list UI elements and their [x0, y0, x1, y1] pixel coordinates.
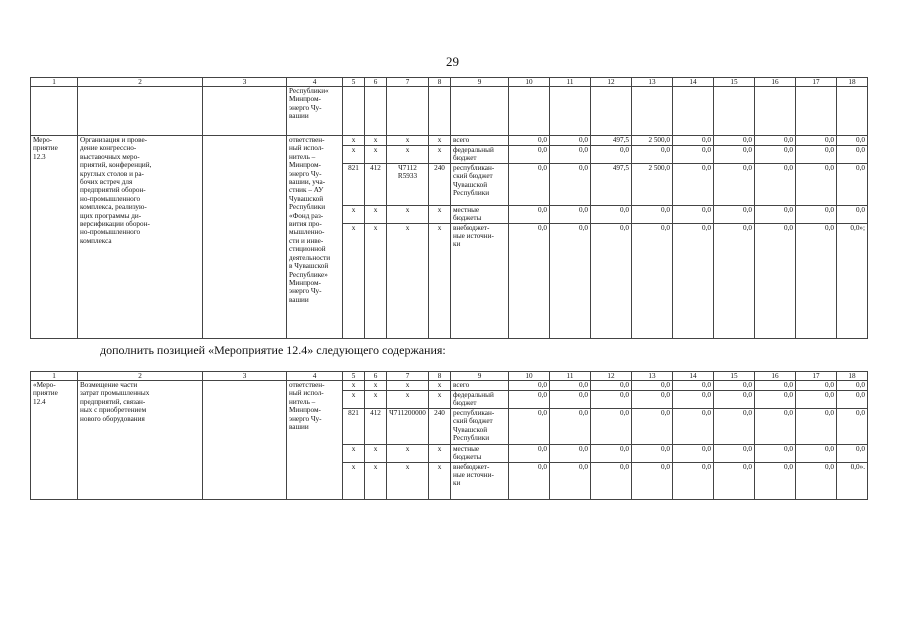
- header-col-12: 12: [591, 78, 632, 87]
- col-5-cell: x: [343, 223, 365, 338]
- value-cell: 0,0: [591, 223, 632, 338]
- value-cell: 0,0: [550, 391, 591, 409]
- empty-cell: [429, 87, 451, 136]
- page-number: 29: [446, 54, 459, 69]
- header-col-16: 16: [755, 372, 796, 381]
- header-col-9: 9: [451, 78, 509, 87]
- value-cell: 0,0: [509, 444, 550, 462]
- col-5-cell: 821: [343, 163, 365, 205]
- value-cell: 0,0: [755, 391, 796, 409]
- col-6-cell: x: [365, 462, 387, 499]
- value-cell: 0,0: [550, 163, 591, 205]
- value-cell: 0,0: [714, 136, 755, 146]
- event-description: Организация и прове- дение конгрессно- выставочных меро- приятий, конференций, круглых столов и ра- бочих встреч для предприятий оборон- но-промышленного комплекса, реализую- щих программы ди- версификации оборон- но-промышленного комплекса: [78, 136, 203, 339]
- value-cell: 0,0: [796, 462, 837, 499]
- value-cell: 0,0: [755, 146, 796, 164]
- value-cell: 0,0: [837, 205, 868, 223]
- col-7-cell: x: [387, 462, 429, 499]
- col-8-cell: x: [429, 444, 451, 462]
- funding-source: всего: [451, 136, 509, 146]
- value-cell: 0,0: [550, 146, 591, 164]
- value-cell: 0,0: [550, 381, 591, 391]
- header-col-6: 6: [365, 78, 387, 87]
- value-cell: 0,0: [509, 223, 550, 338]
- table-measure-12-4: [30, 371, 868, 500]
- header-row: [31, 78, 868, 87]
- col-5-cell: x: [343, 462, 365, 499]
- empty-cell: [550, 87, 591, 136]
- value-cell: 0,0: [591, 381, 632, 391]
- value-cell: 0,0: [632, 391, 673, 409]
- header-col-1: 1: [31, 78, 78, 87]
- value-cell: 0,0: [550, 408, 591, 444]
- col-6-cell: x: [365, 146, 387, 164]
- funding-source: республикан- ский бюджет Чувашской Республики: [451, 163, 509, 205]
- table-measure-12-3: [30, 77, 868, 339]
- header-col-2: 2: [78, 78, 203, 87]
- funding-source: внебюджет- ные источни- ки: [451, 223, 509, 338]
- value-cell: 0,0: [673, 223, 714, 338]
- col-6-cell: x: [365, 444, 387, 462]
- col-6-cell: x: [365, 381, 387, 391]
- value-cell: 0,0: [632, 444, 673, 462]
- col-6-cell: x: [365, 223, 387, 338]
- table-row: [31, 381, 868, 391]
- value-cell: 0,0: [796, 391, 837, 409]
- col-5-cell: x: [343, 205, 365, 223]
- col-5-cell: x: [343, 136, 365, 146]
- value-cell: 0,0: [837, 408, 868, 444]
- empty-cell: [591, 87, 632, 136]
- value-cell: 0,0: [509, 462, 550, 499]
- header-col-4: 4: [287, 78, 343, 87]
- value-cell: 0,0: [509, 146, 550, 164]
- value-cell: 0,0: [755, 462, 796, 499]
- value-cell: 0,0: [632, 146, 673, 164]
- col-7-cell: x: [387, 205, 429, 223]
- col-7-cell: x: [387, 444, 429, 462]
- value-cell: 0,0: [673, 136, 714, 146]
- value-cell: 0,0: [632, 223, 673, 338]
- empty-cell: [509, 87, 550, 136]
- value-cell: 0,0: [509, 163, 550, 205]
- value-cell: 0,0: [550, 136, 591, 146]
- header-col-5: 5: [343, 78, 365, 87]
- col-8-cell: x: [429, 223, 451, 338]
- value-cell: 0,0: [837, 444, 868, 462]
- empty-cell: [203, 136, 287, 339]
- header-col-6: 6: [365, 372, 387, 381]
- value-cell: 0,0»;: [837, 223, 868, 338]
- value-cell: 0,0: [714, 462, 755, 499]
- col-6-cell: 412: [365, 163, 387, 205]
- col-8-cell: x: [429, 391, 451, 409]
- value-cell: 0,0: [673, 408, 714, 444]
- empty-cell: [203, 381, 287, 500]
- header-col-1: 1: [31, 372, 78, 381]
- event-code: Меро- приятие 12.3: [31, 136, 78, 339]
- value-cell: 0,0: [714, 444, 755, 462]
- value-cell: 0,0: [550, 444, 591, 462]
- header-col-16: 16: [755, 78, 796, 87]
- amendment-text: дополнить позицией «Мероприятие 12.4» следующего содержания:: [100, 343, 446, 357]
- header-col-3: 3: [203, 78, 287, 87]
- header-col-7: 7: [387, 372, 429, 381]
- empty-cell: [78, 87, 203, 136]
- value-cell: 0,0: [714, 163, 755, 205]
- empty-cell: [387, 87, 429, 136]
- value-cell: 0,0: [673, 462, 714, 499]
- header-col-18: 18: [837, 372, 868, 381]
- empty-cell: [31, 87, 78, 136]
- value-cell: 0,0: [796, 146, 837, 164]
- value-cell: 0,0: [755, 205, 796, 223]
- value-cell: 0,0: [796, 381, 837, 391]
- event-code: «Меро- приятие 12.4: [31, 381, 78, 500]
- value-cell: 0,0: [755, 136, 796, 146]
- value-cell: 0,0: [632, 462, 673, 499]
- header-col-4: 4: [287, 372, 343, 381]
- value-cell: 497,5: [591, 136, 632, 146]
- empty-cell: [632, 87, 673, 136]
- empty-cell: [673, 87, 714, 136]
- header-col-10: 10: [509, 78, 550, 87]
- empty-cell: [837, 87, 868, 136]
- value-cell: 0,0: [509, 391, 550, 409]
- value-cell: 0,0: [673, 391, 714, 409]
- table-row: [31, 136, 868, 146]
- header-col-3: 3: [203, 372, 287, 381]
- value-cell: 0,0: [837, 381, 868, 391]
- funding-source: федеральный бюджет: [451, 146, 509, 164]
- col-7-cell: x: [387, 391, 429, 409]
- funding-source: внебюджет- ные источни- ки: [451, 462, 509, 499]
- col-7-cell: x: [387, 136, 429, 146]
- empty-cell: [343, 87, 365, 136]
- col-7-cell: Ч7112 R5933: [387, 163, 429, 205]
- col-8-cell: x: [429, 136, 451, 146]
- responsible-executor: ответствен- ный испол- нитель – Минпром- энерго Чу- вашии: [287, 381, 343, 500]
- header-col-11: 11: [550, 78, 591, 87]
- header-col-14: 14: [673, 78, 714, 87]
- col-6-cell: x: [365, 391, 387, 409]
- value-cell: 2 500,0: [632, 136, 673, 146]
- col-8-cell: x: [429, 205, 451, 223]
- funding-source: республикан- ский бюджет Чувашской Республики: [451, 408, 509, 444]
- col-5-cell: x: [343, 391, 365, 409]
- value-cell: 0,0: [796, 408, 837, 444]
- value-cell: 0,0: [673, 205, 714, 223]
- col-7-cell: x: [387, 223, 429, 338]
- value-cell: 0,0: [591, 205, 632, 223]
- value-cell: 0,0: [755, 381, 796, 391]
- value-cell: 0,0: [796, 444, 837, 462]
- header-col-8: 8: [429, 78, 451, 87]
- value-cell: 0,0: [632, 205, 673, 223]
- value-cell: 0,0: [714, 146, 755, 164]
- value-cell: 0,0: [796, 205, 837, 223]
- header-col-17: 17: [796, 372, 837, 381]
- value-cell: 0,0: [714, 381, 755, 391]
- header-col-17: 17: [796, 78, 837, 87]
- header-col-9: 9: [451, 372, 509, 381]
- header-col-11: 11: [550, 372, 591, 381]
- col-8-cell: 240: [429, 408, 451, 444]
- value-cell: 0,0: [591, 462, 632, 499]
- value-cell: 0,0: [796, 163, 837, 205]
- funding-source: местные бюджеты: [451, 205, 509, 223]
- col-6-cell: x: [365, 205, 387, 223]
- empty-cell: [451, 87, 509, 136]
- col-7-cell: Ч711200000: [387, 408, 429, 444]
- col-8-cell: x: [429, 146, 451, 164]
- header-col-14: 14: [673, 372, 714, 381]
- col-8-cell: x: [429, 462, 451, 499]
- header-col-5: 5: [343, 372, 365, 381]
- value-cell: 0,0: [673, 444, 714, 462]
- responsible-executor: ответствен- ный испол- нитель – Минпром- энерго Чу- вашии, уча- стник – АУ Чувашской Республики «Фонд раз- вития про- мышленно- сти и инве- стиционной деятельности в Чувашской Республике» Минпром- энерго Чу- вашии: [287, 136, 343, 339]
- funding-source: местные бюджеты: [451, 444, 509, 462]
- value-cell: 0,0: [673, 381, 714, 391]
- empty-cell: [714, 87, 755, 136]
- value-cell: 0,0: [714, 223, 755, 338]
- value-cell: 0,0: [837, 163, 868, 205]
- value-cell: 0,0: [509, 136, 550, 146]
- value-cell: 0,0: [591, 146, 632, 164]
- value-cell: 0,0: [632, 381, 673, 391]
- empty-cell: [203, 87, 287, 136]
- value-cell: 0,0: [509, 381, 550, 391]
- value-cell: 0,0: [550, 223, 591, 338]
- col-5-cell: x: [343, 444, 365, 462]
- col-5-cell: x: [343, 146, 365, 164]
- header-row: [31, 372, 868, 381]
- value-cell: 2 500,0: [632, 163, 673, 205]
- header-col-10: 10: [509, 372, 550, 381]
- value-cell: 0,0: [591, 391, 632, 409]
- value-cell: 0,0: [550, 462, 591, 499]
- value-cell: 0,0».: [837, 462, 868, 499]
- value-cell: 0,0: [837, 391, 868, 409]
- header-col-18: 18: [837, 78, 868, 87]
- header-col-15: 15: [714, 78, 755, 87]
- value-cell: 0,0: [714, 205, 755, 223]
- header-col-15: 15: [714, 372, 755, 381]
- value-cell: 0,0: [837, 136, 868, 146]
- header-col-13: 13: [632, 372, 673, 381]
- value-cell: 0,0: [755, 444, 796, 462]
- value-cell: 0,0: [837, 146, 868, 164]
- continuation-row: [31, 87, 868, 136]
- value-cell: 0,0: [714, 408, 755, 444]
- value-cell: 0,0: [550, 205, 591, 223]
- value-cell: 0,0: [673, 146, 714, 164]
- col-5-cell: x: [343, 381, 365, 391]
- value-cell: 0,0: [509, 408, 550, 444]
- empty-cell: [365, 87, 387, 136]
- value-cell: 0,0: [755, 163, 796, 205]
- responsible-continuation: Республики« Минпром- энерго Чу- вашии: [287, 87, 343, 136]
- value-cell: 0,0: [591, 444, 632, 462]
- col-5-cell: 821: [343, 408, 365, 444]
- col-7-cell: x: [387, 146, 429, 164]
- col-6-cell: x: [365, 136, 387, 146]
- event-description: Возмещение части затрат промышленных предприятий, связан- ных с приобретением нового оборудования: [78, 381, 203, 500]
- col-6-cell: 412: [365, 408, 387, 444]
- empty-cell: [796, 87, 837, 136]
- value-cell: 0,0: [509, 205, 550, 223]
- col-7-cell: x: [387, 381, 429, 391]
- header-col-2: 2: [78, 372, 203, 381]
- value-cell: 497,5: [591, 163, 632, 205]
- value-cell: 0,0: [755, 408, 796, 444]
- header-col-8: 8: [429, 372, 451, 381]
- value-cell: 0,0: [632, 408, 673, 444]
- value-cell: 0,0: [755, 223, 796, 338]
- header-col-13: 13: [632, 78, 673, 87]
- funding-source: всего: [451, 381, 509, 391]
- funding-source: федеральный бюджет: [451, 391, 509, 409]
- value-cell: 0,0: [673, 163, 714, 205]
- value-cell: 0,0: [796, 136, 837, 146]
- value-cell: 0,0: [591, 408, 632, 444]
- header-col-12: 12: [591, 372, 632, 381]
- value-cell: 0,0: [796, 223, 837, 338]
- header-col-7: 7: [387, 78, 429, 87]
- col-8-cell: 240: [429, 163, 451, 205]
- empty-cell: [755, 87, 796, 136]
- value-cell: 0,0: [714, 391, 755, 409]
- col-8-cell: x: [429, 381, 451, 391]
